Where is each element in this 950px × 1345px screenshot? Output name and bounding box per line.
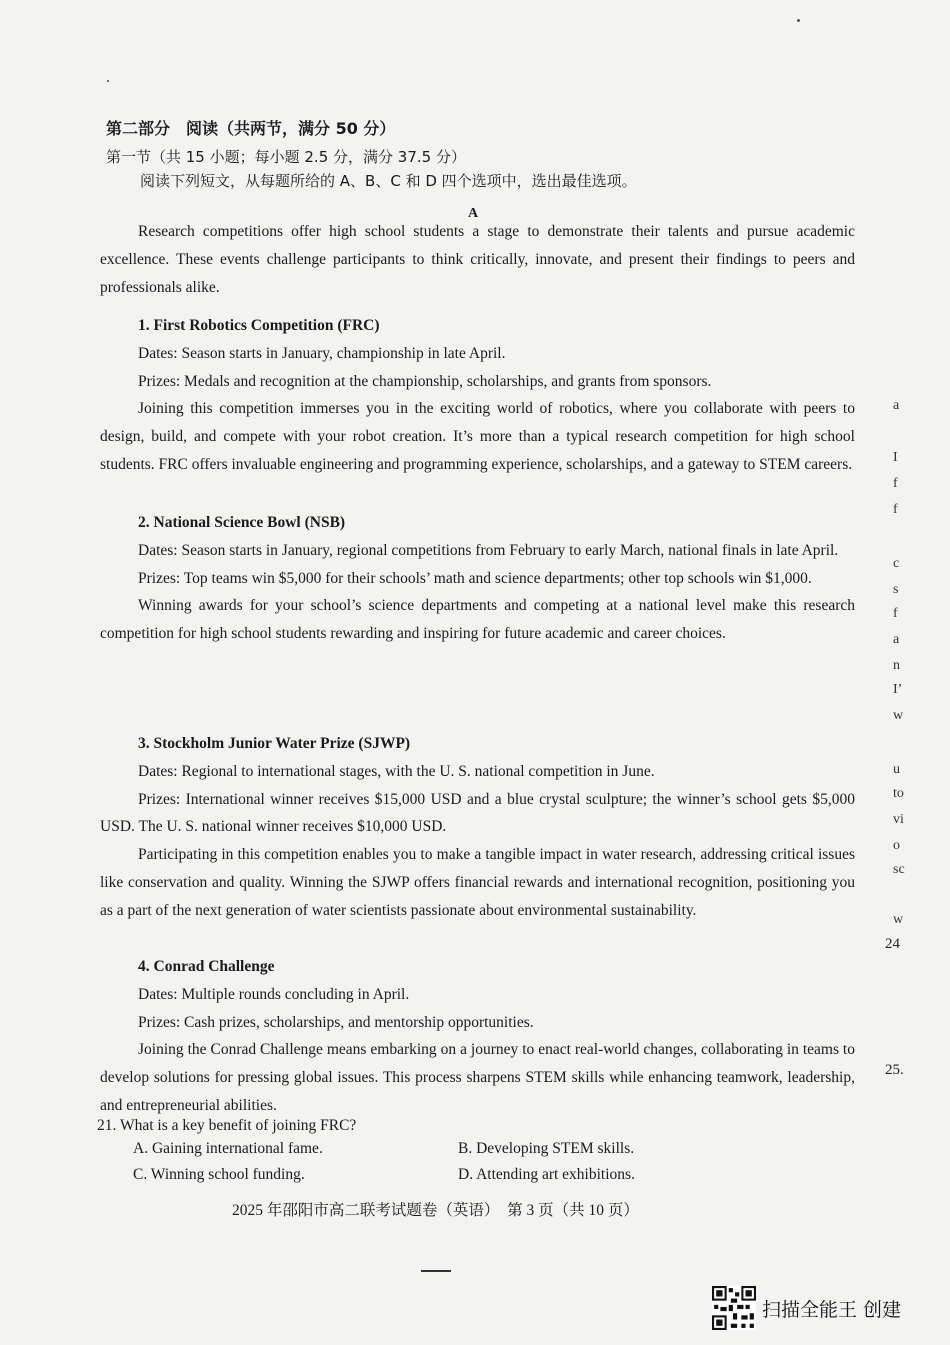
edge-fragment: w (893, 708, 904, 723)
competition-title: 4. Conrad Challenge (138, 958, 275, 975)
passage-intro: Research competitions offer high school students a stage to demonstrate their talents and pursue academic excellence. These events challenge participants to think critically, innovate, and present their findings to peers and professionals alike. (100, 223, 855, 296)
scan-speck (797, 19, 800, 22)
footer-rule (421, 1270, 451, 1272)
competition-title: 3. Stockholm Junior Water Prize (SJWP) (138, 735, 411, 752)
passage-letter: A (468, 206, 479, 221)
scanner-watermark (712, 1286, 901, 1330)
instruction: 阅读下列短文，从每题所给的 A、B、C 和 D 四个选项中，选出最佳选项。 (140, 172, 637, 190)
competition-description: Participating in this competition enables you to make a tangible impact in water research, addressing critical issues like conservation and quality. Winning the SJWP offers financial rewards and international recognition, positioning you as a part of the next generation of water scientists passionate about environmental sustainability. (100, 846, 855, 919)
edge-question-number: 25. (885, 1062, 904, 1078)
competition-prizes: Prizes: International winner receives $15,000 USD and a blue crystal sculpture; the winner’s school gets $5,000 USD. The U. S. national winner receives $10,000 USD. (100, 790, 855, 836)
question-21: 21. What is a key benefit of joining FRC? (97, 1117, 357, 1134)
competition-title: 2. National Science Bowl (NSB) (138, 514, 346, 531)
competition-description: Winning awards for your school’s science departments and competing at a national level make this research competition for high school students rewarding and inspiring for future academic and career choices. (100, 597, 855, 643)
edge-fragment: w (893, 912, 904, 927)
competition-nsb (100, 509, 855, 648)
qr-code-icon (712, 1286, 756, 1330)
section-title: 第一节（共 15 小题；每小题 2.5 分，满分 37.5 分） (106, 148, 466, 166)
option-c[interactable]: C. Winning school funding. (133, 1166, 305, 1183)
option-d[interactable]: D. Attending art exhibitions. (458, 1166, 635, 1183)
scanner-text: 扫描全能王 创建 (762, 1298, 902, 1321)
edge-fragment: a (893, 398, 900, 413)
edge-question-number: 24 (885, 936, 900, 952)
competition-frc (100, 312, 855, 479)
part-title: 第二部分 阅读（共两节，满分 50 分） (106, 119, 396, 138)
competition-dates: Dates: Season starts in January, regional competitions from February to early March, national finals in late April. (138, 541, 839, 559)
edge-fragment: I (893, 450, 898, 465)
edge-fragment: vi (893, 812, 904, 827)
edge-fragment: u (893, 762, 900, 777)
competition-title: 1. First Robotics Competition (FRC) (138, 317, 380, 334)
edge-fragment: to (893, 786, 904, 801)
edge-fragment: s (893, 582, 899, 597)
competition-dates: Dates: Regional to international stages, with the U. S. national competition in June. (138, 762, 655, 780)
edge-fragment: a (893, 632, 900, 647)
option-a[interactable]: A. Gaining international fame. (133, 1140, 323, 1157)
option-b[interactable]: B. Developing STEM skills. (458, 1140, 635, 1157)
edge-fragment: sc (893, 862, 905, 877)
page-footer: 2025 年邵阳市高二联考试题卷（英语） 第 3 页（共 10 页） (232, 1202, 639, 1219)
edge-fragment: n (893, 658, 900, 673)
competition-prizes: Prizes: Top teams win $5,000 for their schools’ math and science departments; other top schools win $1,000. (138, 569, 812, 587)
competition-dates: Dates: Season starts in January, championship in late April. (138, 344, 506, 362)
competition-dates: Dates: Multiple rounds concluding in April. (138, 985, 410, 1003)
competition-prizes: Prizes: Medals and recognition at the championship, scholarships, and grants from sponsors. (138, 372, 712, 390)
scan-speck (107, 80, 109, 82)
competition-description: Joining the Conrad Challenge means embarking on a journey to enact real-world changes, collaborating in teams to develop solutions for pressing global issues. This process sharpens STEM skills while enhancing teamwork, leadership, and entrepreneurial abilities. (100, 1041, 855, 1114)
edge-fragment: f (893, 606, 898, 621)
edge-fragment: f (893, 476, 898, 491)
edge-fragment: o (893, 838, 900, 853)
edge-fragment: f (893, 502, 898, 517)
edge-fragment: c (893, 556, 900, 571)
competition-description: Joining this competition immerses you in the exciting world of robotics, where you collaborate with peers to design, build, and compete with your robot creation. It’s more than a typical research competition for high school students. FRC offers invaluable engineering and programming experience, scholarships, and a gateway to STEM careers. (100, 400, 855, 473)
competition-sjwp (100, 730, 855, 925)
competition-conrad (100, 953, 855, 1120)
competition-prizes: Prizes: Cash prizes, scholarships, and mentorship opportunities. (138, 1013, 534, 1031)
edge-fragment: I’ (893, 682, 903, 697)
